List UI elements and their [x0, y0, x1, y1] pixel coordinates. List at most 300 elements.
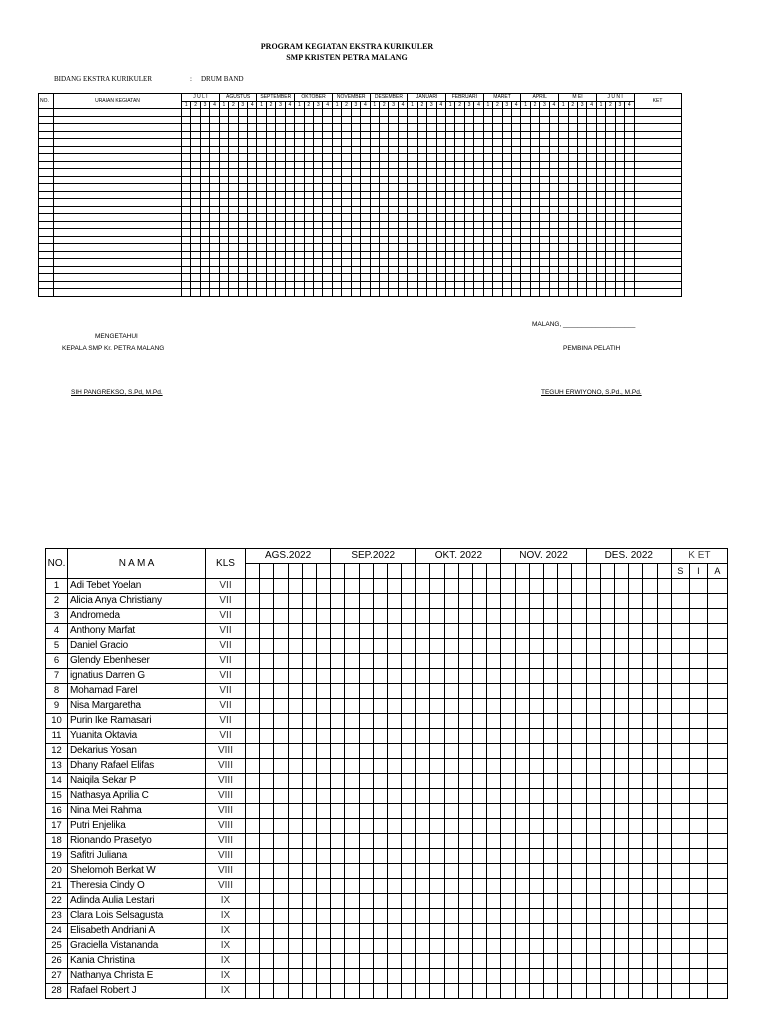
attendance-cell [558, 984, 572, 999]
blank-cell [577, 244, 586, 252]
table-row [39, 169, 682, 177]
attendance-cell [402, 759, 416, 774]
blank-cell [540, 244, 549, 252]
blank-cell [587, 131, 596, 139]
blank-cell [417, 221, 426, 229]
attendance-cell [707, 774, 727, 789]
blank-cell [540, 124, 549, 132]
blank-cell [615, 206, 624, 214]
attendance-cell [274, 729, 288, 744]
attendance-cell [373, 939, 387, 954]
blank-cell [342, 221, 351, 229]
attendance-cell [387, 924, 401, 939]
attendance-cell [444, 879, 458, 894]
blank-cell [276, 221, 285, 229]
blank-cell [323, 191, 332, 199]
blank-cell [606, 184, 615, 192]
blank-cell [276, 206, 285, 214]
attendance-cell [359, 699, 373, 714]
blank-cell [238, 266, 247, 274]
attendance-cell [572, 789, 586, 804]
attendance-cell [572, 819, 586, 834]
blank-cell [511, 221, 520, 229]
blank-cell [436, 191, 445, 199]
blank-cell [182, 199, 191, 207]
blank-cell [257, 116, 266, 124]
blank-cell [351, 274, 360, 282]
blank-cell [295, 199, 304, 207]
blank-cell [238, 109, 247, 117]
blank-cell [530, 214, 539, 222]
col-ket-header: K ET [671, 549, 727, 564]
blank-cell [295, 131, 304, 139]
attendance-cell [657, 759, 671, 774]
blank-cell [200, 289, 209, 297]
week-cell [288, 564, 302, 579]
blank-cell [596, 116, 605, 124]
attendance-cell [331, 579, 345, 594]
blank-cell [257, 139, 266, 147]
blank-cell [417, 131, 426, 139]
attendance-cell [430, 789, 444, 804]
attendance-cell [600, 624, 614, 639]
blank-cell [540, 199, 549, 207]
attendance-cell [487, 879, 501, 894]
blank-cell [398, 236, 407, 244]
blank-cell [361, 184, 370, 192]
blank-cell [276, 266, 285, 274]
blank-cell [266, 259, 275, 267]
table-row [46, 669, 728, 684]
blank-cell [247, 131, 256, 139]
attendance-cell [657, 939, 671, 954]
blank-cell [370, 116, 379, 124]
week-cell [302, 564, 316, 579]
blank-cell [549, 281, 558, 289]
blank-cell [39, 229, 54, 237]
blank-cell [295, 214, 304, 222]
blank-cell [634, 109, 681, 117]
blank-cell [436, 154, 445, 162]
blank-cell [511, 176, 520, 184]
attendance-cell [558, 969, 572, 984]
blank-cell [304, 109, 313, 117]
attendance-cell [615, 879, 629, 894]
attendance-cell [671, 609, 689, 624]
attendance-cell [359, 669, 373, 684]
blank-cell [342, 191, 351, 199]
attendance-cell [629, 579, 643, 594]
blank-cell [182, 244, 191, 252]
attendance-cell [359, 849, 373, 864]
attendance-cell [345, 624, 359, 639]
attendance-cell [402, 609, 416, 624]
attendance-cell [501, 684, 515, 699]
blank-cell [191, 176, 200, 184]
blank-cell [370, 206, 379, 214]
blank-cell [351, 289, 360, 297]
attendance-cell [316, 759, 330, 774]
table-row [46, 939, 728, 954]
month-header: SEPTEMBER [257, 94, 295, 102]
attendance-cell [643, 639, 657, 654]
table-row [46, 639, 728, 654]
student-class: IX [206, 954, 246, 969]
attendance-cell [600, 954, 614, 969]
blank-cell [634, 281, 681, 289]
attendance-cell [600, 864, 614, 879]
attendance-cell [402, 909, 416, 924]
attendance-cell [288, 954, 302, 969]
attendance-cell [331, 879, 345, 894]
attendance-cell [586, 759, 600, 774]
attendance-cell [316, 654, 330, 669]
attendance-cell [629, 864, 643, 879]
blank-cell [464, 251, 473, 259]
blank-cell [370, 244, 379, 252]
attendance-cell [246, 834, 260, 849]
attendance-cell [458, 849, 472, 864]
blank-cell [342, 161, 351, 169]
blank-cell [39, 274, 54, 282]
week-header: 4 [247, 101, 256, 109]
attendance-cell [316, 894, 330, 909]
blank-cell [474, 124, 483, 132]
blank-cell [427, 139, 436, 147]
attendance-cell [430, 729, 444, 744]
blank-cell [606, 251, 615, 259]
blank-cell [380, 161, 389, 169]
blank-cell [502, 281, 511, 289]
attendance-cell [586, 639, 600, 654]
attendance-cell [444, 804, 458, 819]
blank-cell [219, 266, 228, 274]
attendance-cell [558, 759, 572, 774]
blank-cell [285, 266, 294, 274]
blank-cell [54, 139, 182, 147]
blank-cell [493, 274, 502, 282]
attendance-cell [689, 714, 707, 729]
blank-cell [417, 266, 426, 274]
attendance-cell [430, 594, 444, 609]
attendance-cell [529, 729, 543, 744]
attendance-cell [600, 849, 614, 864]
blank-cell [587, 259, 596, 267]
blank-cell [304, 154, 313, 162]
blank-cell [304, 266, 313, 274]
blank-cell [54, 206, 182, 214]
attendance-cell [316, 819, 330, 834]
week-cell [629, 564, 643, 579]
attendance-cell [629, 849, 643, 864]
attendance-cell [600, 654, 614, 669]
blank-cell [54, 116, 182, 124]
blank-cell [549, 214, 558, 222]
attendance-cell [430, 669, 444, 684]
attendance-cell [288, 594, 302, 609]
blank-cell [238, 191, 247, 199]
blank-cell [455, 281, 464, 289]
blank-cell [351, 221, 360, 229]
attendance-cell [473, 894, 487, 909]
attendance-cell [331, 774, 345, 789]
blank-cell [370, 251, 379, 259]
attendance-cell [629, 774, 643, 789]
attendance-cell [373, 654, 387, 669]
attendance-cell [373, 579, 387, 594]
attendance-cell [302, 594, 316, 609]
attendance-cell [657, 864, 671, 879]
blank-cell [530, 221, 539, 229]
attendance-cell [246, 594, 260, 609]
attendance-cell [586, 609, 600, 624]
table-row [39, 266, 682, 274]
attendance-cell [657, 954, 671, 969]
attendance-cell [430, 939, 444, 954]
attendance-cell [402, 804, 416, 819]
blank-cell [295, 139, 304, 147]
blank-cell [191, 191, 200, 199]
attendance-cell [458, 759, 472, 774]
blank-cell [229, 154, 238, 162]
blank-cell [295, 281, 304, 289]
attendance-cell [501, 924, 515, 939]
blank-cell [200, 161, 209, 169]
student-class: VIII [206, 774, 246, 789]
student-class: VII [206, 609, 246, 624]
blank-cell [427, 109, 436, 117]
student-no: 4 [46, 624, 68, 639]
blank-cell [408, 274, 417, 282]
attendance-cell [458, 834, 472, 849]
blank-cell [182, 266, 191, 274]
attendance-cell [643, 579, 657, 594]
blank-cell [229, 146, 238, 154]
blank-cell [380, 281, 389, 289]
attendance-cell [572, 834, 586, 849]
attendance-cell [572, 759, 586, 774]
attendance-cell [487, 774, 501, 789]
attendance-cell [302, 759, 316, 774]
student-no: 1 [46, 579, 68, 594]
attendance-cell [671, 954, 689, 969]
attendance-cell [302, 639, 316, 654]
student-name: ignatius Darren G [68, 669, 206, 684]
blank-cell [389, 124, 398, 132]
attendance-cell [246, 984, 260, 999]
blank-cell [314, 169, 323, 177]
blank-cell [502, 146, 511, 154]
ket-sub-header: S [671, 564, 689, 579]
student-class: VII [206, 729, 246, 744]
blank-cell [238, 146, 247, 154]
blank-cell [464, 124, 473, 132]
table-row [39, 176, 682, 184]
attendance-cell [260, 804, 274, 819]
blank-cell [210, 244, 219, 252]
blank-cell [229, 139, 238, 147]
blank-cell [455, 289, 464, 297]
blank-cell [247, 236, 256, 244]
blank-cell [417, 236, 426, 244]
week-header: 4 [323, 101, 332, 109]
student-name: Daniel Gracio [68, 639, 206, 654]
blank-cell [521, 206, 530, 214]
blank-cell [342, 289, 351, 297]
attendance-cell [473, 729, 487, 744]
blank-cell [530, 266, 539, 274]
blank-cell [238, 214, 247, 222]
col-uraian-header: URAIAN KEGIATAN [54, 94, 182, 109]
attendance-cell [316, 954, 330, 969]
attendance-cell [302, 849, 316, 864]
blank-cell [323, 184, 332, 192]
blank-cell [540, 236, 549, 244]
blank-cell [389, 229, 398, 237]
blank-cell [380, 139, 389, 147]
blank-cell [464, 191, 473, 199]
attendance-cell [615, 684, 629, 699]
blank-cell [511, 161, 520, 169]
blank-cell [361, 206, 370, 214]
blank-cell [247, 176, 256, 184]
attendance-cell [345, 879, 359, 894]
blank-cell [219, 251, 228, 259]
blank-cell [445, 229, 454, 237]
blank-cell [417, 161, 426, 169]
attendance-cell [260, 774, 274, 789]
attendance-cell [529, 654, 543, 669]
blank-cell [389, 146, 398, 154]
attendance-cell [558, 579, 572, 594]
blank-cell [587, 221, 596, 229]
blank-cell [229, 289, 238, 297]
attendance-cell [387, 714, 401, 729]
blank-cell [559, 191, 568, 199]
blank-cell [540, 169, 549, 177]
blank-cell [606, 214, 615, 222]
table-row [46, 714, 728, 729]
attendance-cell [288, 759, 302, 774]
attendance-cell [373, 714, 387, 729]
attendance-cell [246, 579, 260, 594]
attendance-cell [643, 969, 657, 984]
attendance-cell [473, 909, 487, 924]
student-name: Naiqila Sekar P [68, 774, 206, 789]
attendance-cell [600, 939, 614, 954]
attendance-cell [387, 654, 401, 669]
attendance-cell [402, 684, 416, 699]
blank-cell [559, 146, 568, 154]
attendance-cell [572, 849, 586, 864]
blank-cell [417, 251, 426, 259]
blank-cell [323, 131, 332, 139]
blank-cell [634, 214, 681, 222]
blank-cell [210, 259, 219, 267]
week-cell [444, 564, 458, 579]
attendance-cell [260, 984, 274, 999]
blank-cell [445, 146, 454, 154]
blank-cell [408, 124, 417, 132]
attendance-cell [600, 594, 614, 609]
table-row [39, 251, 682, 259]
attendance-cell [501, 954, 515, 969]
blank-cell [229, 124, 238, 132]
blank-cell [200, 124, 209, 132]
blank-cell [314, 184, 323, 192]
blank-cell [276, 124, 285, 132]
attendance-cell [288, 744, 302, 759]
blank-cell [351, 176, 360, 184]
attendance-cell [689, 594, 707, 609]
blank-cell [559, 169, 568, 177]
blank-cell [276, 161, 285, 169]
attendance-cell [558, 669, 572, 684]
attendance-cell [246, 894, 260, 909]
attendance-cell [430, 909, 444, 924]
attendance-cell [416, 729, 430, 744]
blank-cell [389, 251, 398, 259]
month-header: OKTOBER [295, 94, 333, 102]
blank-cell [276, 184, 285, 192]
blank-cell [455, 131, 464, 139]
student-no: 15 [46, 789, 68, 804]
blank-cell [191, 274, 200, 282]
blank-cell [182, 191, 191, 199]
blank-cell [276, 131, 285, 139]
blank-cell [615, 184, 624, 192]
blank-cell [493, 124, 502, 132]
blank-cell [417, 229, 426, 237]
blank-cell [615, 274, 624, 282]
month-header: OKT. 2022 [416, 549, 501, 564]
blank-cell [266, 124, 275, 132]
blank-cell [332, 229, 341, 237]
attendance-cell [643, 789, 657, 804]
blank-cell [417, 176, 426, 184]
attendance-cell [600, 759, 614, 774]
table-row [39, 281, 682, 289]
blank-cell [436, 199, 445, 207]
blank-cell [577, 259, 586, 267]
blank-cell [191, 266, 200, 274]
blank-cell [229, 184, 238, 192]
blank-cell [455, 184, 464, 192]
attendance-cell [689, 834, 707, 849]
blank-cell [342, 236, 351, 244]
attendance-cell [558, 594, 572, 609]
blank-cell [257, 289, 266, 297]
attendance-cell [501, 969, 515, 984]
blank-cell [39, 139, 54, 147]
attendance-cell [458, 624, 472, 639]
blank-cell [182, 124, 191, 132]
blank-cell [455, 161, 464, 169]
blank-cell [380, 146, 389, 154]
attendance-cell [515, 579, 529, 594]
blank-cell [521, 169, 530, 177]
blank-cell [493, 161, 502, 169]
blank-cell [361, 199, 370, 207]
attendance-cell [586, 864, 600, 879]
attendance-cell [643, 954, 657, 969]
attendance-cell [643, 684, 657, 699]
attendance-cell [288, 984, 302, 999]
attendance-cell [402, 924, 416, 939]
blank-cell [247, 139, 256, 147]
blank-cell [247, 124, 256, 132]
blank-cell [577, 154, 586, 162]
